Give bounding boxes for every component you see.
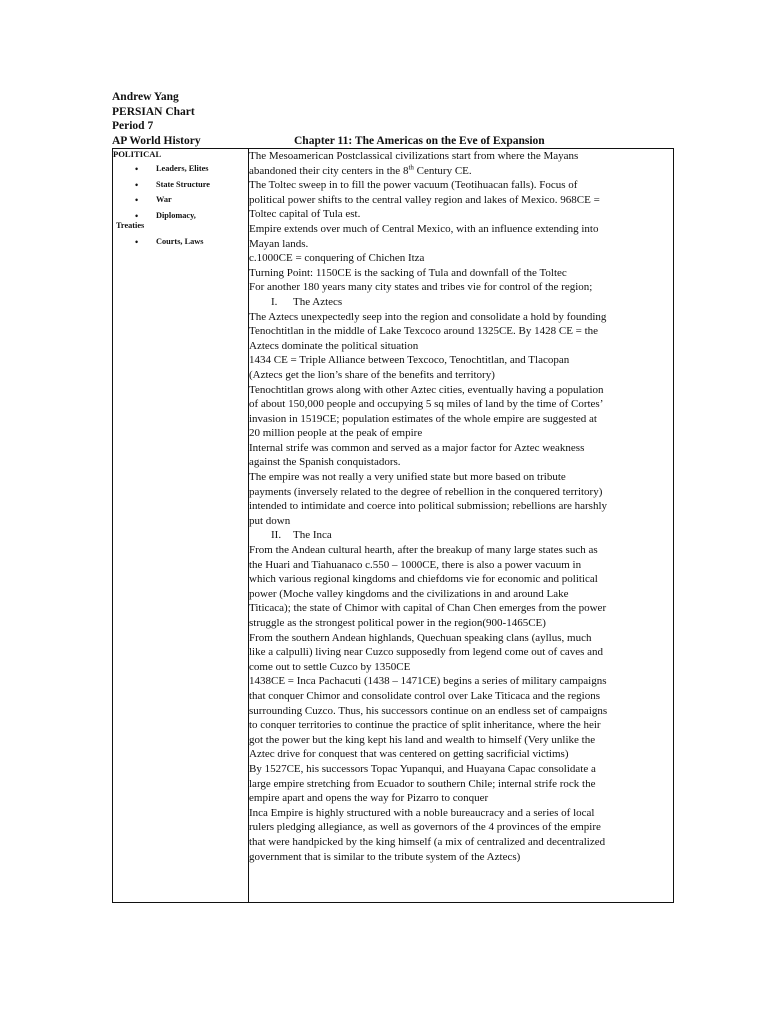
chapter-title: Chapter 11: The Americas on the Eve of Expansion	[294, 134, 545, 147]
subtopic-item: • War	[135, 195, 172, 205]
note-line: For another 180 years many city states and tribes vie for control of the region;	[249, 281, 593, 294]
persian-chart-table	[112, 148, 674, 903]
course-name: AP World History	[112, 134, 201, 147]
note-line: which various regional kingdoms and chiefdoms vie for economic and political	[249, 573, 598, 586]
category-title: POLITICAL	[113, 149, 162, 159]
notes-cell	[249, 149, 674, 903]
note-line: 1438CE = Inca Pachacuti (1438 – 1471CE) begins a series of military campaigns	[249, 675, 607, 688]
note-line: (Aztecs get the lion’s share of the benefits and territory)	[249, 368, 495, 381]
note-line: Inca Empire is highly structured with a noble bureaucracy and a series of local	[249, 806, 595, 819]
student-name: Andrew Yang	[112, 91, 179, 103]
note-line: put down	[249, 514, 291, 527]
category-cell	[113, 149, 249, 903]
subtopic-item: • Leaders, Elites	[135, 164, 209, 174]
note-line: that were handpicked by the king himself (a mix of centralized and decentralized	[249, 835, 606, 848]
bullet-icon: •	[135, 195, 139, 205]
note-line: Aztecs dominate the political situation	[249, 339, 419, 352]
note-line: The Toltec sweep in to fill the power vacuum (Teotihuacan falls). Focus of	[249, 179, 578, 192]
bullet-icon: •	[135, 210, 139, 221]
note-line: got the power but the king kept his land and wealth to himself (Very unlike the	[249, 733, 596, 746]
class-period: Period 7	[112, 120, 154, 133]
note-line: large empire stretching from Ecuador to southern Chile; internal strife rock the	[249, 777, 596, 790]
note-line: Toltec capital of Tula est.	[249, 208, 361, 221]
bullet-icon: •	[135, 179, 139, 190]
note-line: Tenochtitlan grows along with other Aztec cities, eventually having a population	[249, 383, 604, 396]
section-heading-inca: II. The Inca	[271, 529, 332, 542]
note-line: power (Moche valley kingdoms and the civilizations in and around Lake	[249, 587, 569, 600]
note-line: surrounding Cuzco. Thus, his successors continue on an endless set of campaigns	[249, 704, 608, 717]
note-line: invasion in 1519CE; population estimates of the whole empire are suggested at	[249, 412, 597, 425]
subtopic-item: • Courts, Laws	[135, 236, 204, 247]
subtopic-item: • Diplomacy, Treaties	[116, 210, 196, 230]
note-line: Mayan lands.	[249, 237, 309, 250]
note-line: political power shifts to the central valley region and lakes of Mexico. 968CE =	[249, 193, 600, 206]
document-header	[112, 90, 672, 148]
note-line: intended to intimidate and coerce into political submission; rebellions are harshly	[249, 500, 608, 513]
bullet-icon: •	[135, 236, 139, 247]
category-subtopics	[113, 164, 248, 247]
note-line: Aztec drive for conquest that was centered on getting sacrificial victims)	[249, 748, 569, 761]
note-line: like a calpulli) living near Cuzco supposedly from legend come out of caves and	[249, 646, 604, 659]
note-line: From the Andean cultural hearth, after the breakup of many large states such as	[249, 544, 598, 557]
note-line: Titicaca); the state of Chimor with capital of Chan Chen emerges from the power	[249, 602, 607, 615]
note-line: to conquer territories to continue the practice of split inheritance, where the heir	[249, 719, 601, 732]
note-line: The Mesoamerican Postclassical civilizations start from where the Mayans	[249, 150, 579, 162]
note-line: of about 150,000 people and occupying 5 sq miles of land by the time of Cortes’	[249, 398, 604, 411]
note-line: The empire was not really a very unified state but more based on tribute	[249, 471, 566, 484]
note-line: Empire extends over much of Central Mexico, with an influence extending into	[249, 222, 599, 235]
note-line: abandoned their city centers in the 8th Century CE.	[249, 162, 472, 177]
note-line: Turning Point: 1150CE is the sacking of Tula and downfall of the Toltec	[249, 266, 567, 279]
note-line: payments (inversely related to the degree of rebellion in the conquered territory)	[249, 485, 603, 498]
note-line: empire apart and opens the way for Pizarro to conquer	[249, 792, 489, 805]
note-line: that conquer Chimor and consolidate control over Lake Titicaca and the regions	[249, 689, 600, 702]
note-line: 1434 CE = Triple Alliance between Texcoco, Tenochtitlan, and Tlacopan	[249, 354, 570, 367]
note-line: By 1527CE, his successors Topac Yupanqui, and Huayana Capac consolidate a	[249, 762, 596, 775]
subtopic-item: • State Structure	[135, 179, 210, 190]
note-line: Tenochtitlan in the middle of Lake Texcoco around 1325CE. By 1428 CE = the	[249, 325, 599, 338]
note-line: rulers pledging allegiance, as well as governors of the 4 provinces of the empire	[249, 821, 601, 834]
note-line: the Huari and Tiahuanaco c.550 – 1000CE, there is also a power vacuum in	[249, 558, 582, 571]
section-heading-aztecs: I. The Aztecs	[271, 295, 343, 308]
note-line: The Aztecs unexpectedly seep into the region and consolidate a hold by founding	[249, 310, 607, 323]
note-line: From the southern Andean highlands, Quechuan speaking clans (ayllus, much	[249, 631, 592, 644]
course-row	[112, 134, 672, 149]
note-line: struggle as the strongest political power in the region(900-1465CE)	[249, 617, 546, 629]
note-line: Internal strife was common and served as a major factor for Aztec weakness	[249, 441, 585, 454]
note-line: c.1000CE = conquering of Chichen Itza	[249, 252, 425, 265]
note-line: government that is similar to the tribute system of the Aztecs)	[249, 850, 521, 863]
bullet-icon: •	[135, 164, 139, 174]
note-line: against the Spanish conquistadors.	[249, 456, 401, 469]
note-line: come out to settle Cuzco by 1350CE	[249, 660, 411, 673]
note-line: 20 million people at the peak of empire	[249, 427, 423, 440]
chart-name: PERSIAN Chart	[112, 105, 195, 118]
